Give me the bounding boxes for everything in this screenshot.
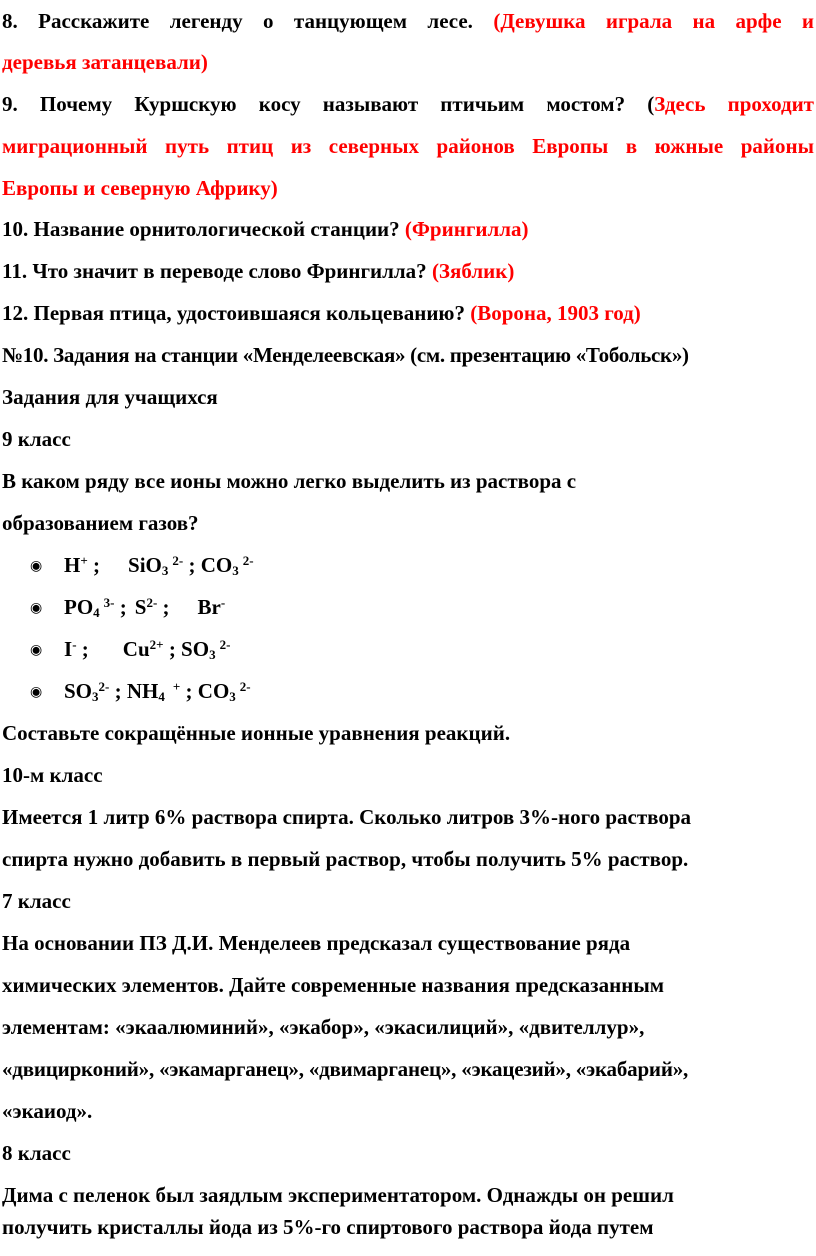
ion-formula-part: 2-: [219, 637, 231, 652]
ion-formula-part: -: [220, 595, 226, 610]
ion-formula-part: 2-: [172, 553, 184, 568]
radio-bullet-icon: ◉: [30, 684, 43, 700]
question-10-line: [2, 216, 816, 242]
grade-10-label: 10-м класс: [2, 763, 103, 787]
answer-10: (Фрингилла): [404, 217, 529, 241]
answer-12: (Ворона, 1903 год): [470, 301, 641, 325]
ion-formula-part: 3: [161, 563, 169, 578]
ion-formula-part: S: [134, 595, 147, 619]
answer-9-part-2: миграционный путь птиц из северных районов Европы в южные районы: [2, 134, 814, 158]
radio-bullet-icon: ◉: [30, 558, 43, 574]
answer-11: (Зяблик): [431, 259, 515, 283]
option-2: [30, 594, 225, 621]
grade-7-task-line-3: элементам: «экаалюминий», «экабор», «экасилиций», «двителлур»,: [2, 1015, 645, 1039]
question-11-line: [2, 258, 816, 284]
grade-7-label: 7 класс: [2, 889, 71, 913]
radio-bullet-icon: ◉: [30, 642, 43, 658]
ion-formula-part: ;: [76, 637, 89, 661]
question-9-text: 9. Почему Куршскую косу называют птичьим мостом? (: [2, 92, 655, 116]
grade-9-instruction: Составьте сокращённые ионные уравнения реакций.: [2, 721, 511, 745]
ion-formula-part: ;: [157, 595, 170, 619]
grade-9-question-line-2: образованием газов?: [2, 511, 199, 535]
grade-7-task-line-2: химических элементов. Дайте современные названия предсказанным: [2, 973, 665, 997]
question-10-text: 10. Название орнитологической станции?: [2, 217, 400, 241]
ion-formula-part: ; SO: [163, 637, 210, 661]
question-12-line: [2, 300, 816, 326]
ion-formula-part: 3: [232, 563, 239, 578]
ion-formula-part: ; NH: [109, 679, 159, 703]
question-8-line-1: [2, 8, 814, 34]
grade-7-task-line-5: «экаиод».: [2, 1099, 93, 1123]
ion-formula-part: ; CO: [180, 679, 230, 703]
grade-8-label: 8 класс: [2, 1141, 71, 1165]
ion-formula-part: -: [72, 637, 77, 652]
option-3: [30, 636, 230, 663]
option-1: [30, 552, 254, 579]
grade-8-task-line-2: получить кристаллы йода из 5%-го спиртового раствора йода путем: [2, 1215, 654, 1239]
ion-formula-part: SO: [64, 679, 93, 703]
ion-formula-part: 3: [229, 689, 236, 704]
question-11-text: 11. Что значит в переводе слово Фрингилла?: [2, 259, 427, 283]
answer-9-part-3: Европы и северную Африку): [2, 176, 278, 200]
answer-8-part-1: (Девушка играла на арфе и: [493, 9, 814, 33]
ion-formula-part: ;: [114, 595, 127, 619]
ion-formula-part: Br: [197, 595, 221, 619]
ion-formula-part: 2-: [239, 679, 251, 694]
answer-9-part-1: Здесь проходит: [654, 92, 814, 116]
radio-bullet-icon: ◉: [30, 600, 43, 616]
ion-formula-part: PO: [64, 595, 94, 619]
ion-formula-part: 3-: [103, 595, 115, 610]
grade-9-question-line-1: В каком ряду все ионы можно легко выделить из раствора с: [2, 469, 577, 493]
ion-formula-part: 3: [209, 647, 216, 662]
ion-formula-part: SiO: [128, 553, 162, 577]
grade-8-task-line-1: Дима с пеленок был заядлым экспериментатором. Однажды он решил: [2, 1183, 674, 1207]
answer-8-part-2: деревья затанцевали): [2, 50, 208, 74]
ion-formula-part: ;: [87, 553, 101, 577]
grade-7-task-line-4: «двицирконий», «экамарганец», «двимарганец», «экацезий», «экабарий»,: [2, 1057, 689, 1081]
ion-formula-part: 2-: [146, 595, 158, 610]
ion-formula-part: 2+: [149, 637, 164, 652]
grade-9-label: 9 класс: [2, 427, 71, 451]
question-8-text: 8. Расскажите легенду о танцующем лесе.: [2, 9, 473, 33]
option-4: [30, 678, 251, 705]
ion-formula-part: 4: [93, 605, 100, 620]
grade-10-task-line-2: спирта нужно добавить в первый раствор, чтобы получить 5% раствор.: [2, 847, 689, 871]
ion-formula-part: 3: [92, 689, 99, 704]
question-12-text: 12. Первая птица, удостоившаяся кольцеванию?: [2, 301, 465, 325]
ion-formula-part: I: [64, 637, 73, 661]
ion-formula-part: 2-: [242, 553, 254, 568]
ion-formula-part: Cu: [122, 637, 150, 661]
ion-formula-part: +: [172, 679, 181, 694]
grade-7-task-line-1: На основании ПЗ Д.И. Менделеев предсказал существование ряда: [2, 931, 631, 955]
ion-formula-part: 2-: [98, 679, 110, 694]
ion-formula-part: H: [64, 553, 81, 577]
ion-formula-part: +: [80, 553, 88, 568]
station-subheading: Задания для учащихся: [2, 385, 218, 409]
grade-10-task-line-1: Имеется 1 литр 6% раствора спирта. Сколько литров 3%-ного раствора: [2, 805, 692, 829]
question-9-line-1: [2, 91, 814, 117]
station-heading: №10. Задания на станции «Менделеевская» (см. презентацию «Тобольск»): [2, 343, 689, 367]
ion-formula-part: ; CO: [183, 553, 233, 577]
ion-formula-part: 4: [158, 689, 165, 704]
